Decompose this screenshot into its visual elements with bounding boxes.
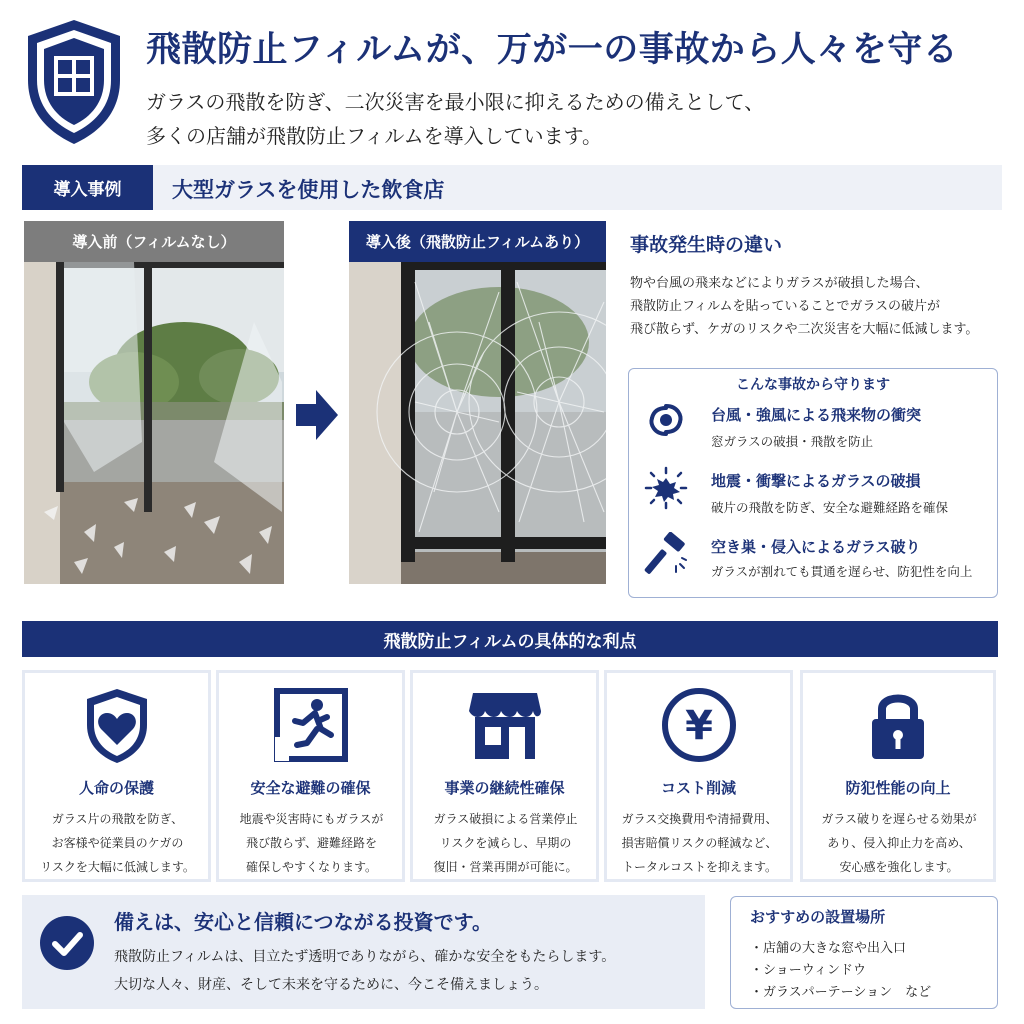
page-title: 飛散防止フィルムが、万が一の事故から人々を守る: [146, 30, 959, 70]
recommend-item: ・ガラスパーテーション など: [750, 985, 932, 1000]
before-label: 導入前（フィルムなし）: [24, 221, 284, 262]
after-photo: [349, 262, 606, 584]
lead-text-1: ガラスの飛散を防ぎ、二次災害を最小限に抑えるための備えとして、: [146, 90, 765, 114]
heart-shield-icon: [77, 685, 157, 765]
before-photo: [24, 262, 284, 584]
benefit-card-text: ガラス破損による営業停止 リスクを減らし、早期の 復旧・営業再開が可能に。: [433, 812, 578, 874]
recommend-item: ・店舗の大きな窓や出入口: [750, 941, 907, 956]
benefit-card: [216, 670, 405, 882]
shield-window-icon: [24, 18, 124, 146]
protect-item-desc: ガラスが割れても貫通を遅らせ、防犯性を向上: [711, 564, 973, 579]
difference-title: 事故発生時の違い: [630, 234, 783, 256]
after-label: 導入後（飛散防止フィルムあり）: [349, 221, 606, 262]
case-banner: [22, 165, 1002, 210]
protect-item-desc: 破片の飛散を防ぎ、安全な避難経路を確保: [711, 500, 949, 515]
arrow-right-icon: [296, 390, 338, 440]
protect-title: こんな事故から守ります: [736, 377, 890, 393]
benefit-card-title: 人命の保護: [78, 779, 154, 797]
closing-line-2: 大切な人々、財産、そして未来を守るために、今こそ備えましょう。: [114, 977, 548, 993]
impact-burst-icon: [644, 466, 688, 510]
protect-item-head: 台風・強風による飛来物の衝突: [711, 406, 922, 424]
difference-line: 物や台風の飛来などによりガラスが破損した場合、: [630, 276, 929, 291]
benefit-card-title: 事業の継続性確保: [444, 779, 565, 797]
check-circle-icon: [40, 916, 94, 970]
benefit-card-text: 地震や災害時にもガラスが 飛び散らず、避難経路を 確保しやすくなります。: [239, 812, 384, 874]
benefits-title: 飛散防止フィルムの具体的な利点: [22, 621, 998, 657]
benefit-card-text: ガラス破りを遅らせる効果が あり、侵入抑止力を高め、 安心感を強化します。: [821, 812, 977, 874]
difference-line: 飛散防止フィルムを貼っていることでガラスの破片が: [630, 299, 941, 314]
benefit-card-text: ガラス交換費用や清掃費用、 損害賠償リスクの軽減など、 トータルコストを抑えます。: [621, 812, 778, 874]
closing-title: 備えは、安心と信頼につながる投資です。: [114, 910, 492, 934]
benefit-card: [800, 670, 996, 882]
recommend-title: おすすめの設置場所: [750, 908, 886, 926]
recommend-item: ・ショーウィンドウ: [750, 963, 866, 978]
padlock-icon: [858, 685, 938, 765]
case-tag: 導入事例: [22, 165, 153, 210]
lead-text-2: 多くの店舗が飛散防止フィルムを導入しています。: [146, 124, 602, 148]
benefit-card: [22, 670, 211, 882]
yen-coin-icon: [659, 685, 739, 765]
difference-line: 飛び散らず、ケガのリスクや二次災害を大幅に低減します。: [630, 322, 979, 337]
case-title: 大型ガラスを使用した飲食店: [172, 178, 445, 202]
hammer-icon: [644, 532, 688, 576]
protect-item-head: 空き巣・侵入によるガラス破り: [711, 538, 921, 556]
benefit-card-title: 安全な避難の確保: [250, 779, 371, 797]
typhoon-icon: [644, 398, 688, 442]
closing-line-1: 飛散防止フィルムは、目立たず透明でありながら、確かな安全をもたらします。: [114, 949, 616, 965]
storefront-icon: [465, 685, 545, 765]
benefit-card-title: 防犯性能の向上: [845, 779, 951, 797]
protect-item-desc: 窓ガラスの破損・飛散を防止: [711, 434, 874, 449]
protect-item-head: 地震・衝撃によるガラスの破損: [711, 472, 921, 490]
benefit-card-title: コスト削減: [660, 779, 736, 797]
benefit-card: [604, 670, 793, 882]
emergency-exit-icon: [271, 685, 351, 765]
svg-text:¥: ¥: [684, 703, 713, 749]
benefit-card-text: ガラス片の飛散を防ぎ、 お客様や従業員のケガの リスクを大幅に低減します。: [40, 812, 195, 874]
benefit-card: [410, 670, 599, 882]
